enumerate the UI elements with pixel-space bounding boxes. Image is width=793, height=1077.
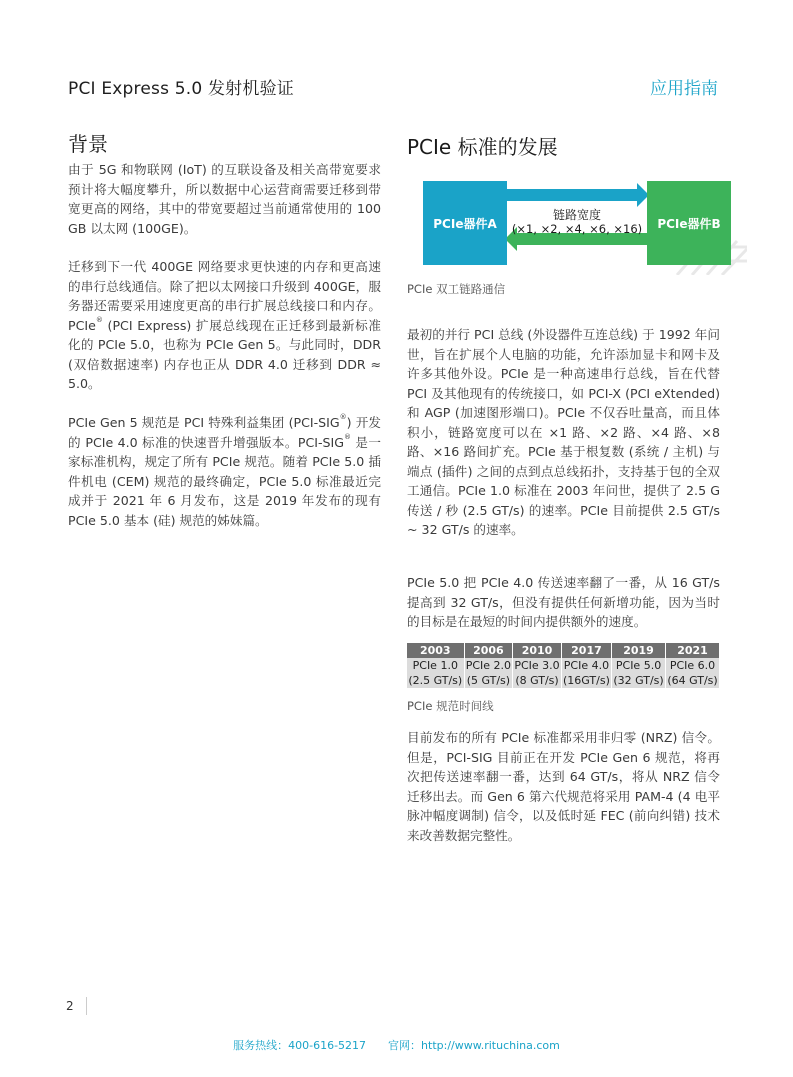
timeline-caption: PCIe 规范时间线 (407, 699, 494, 713)
background-paragraph-2-part-2: (PCI Express) 扩展总线现在正迁移到最新标准化的 PCIe 5.0，也称为 PCIe Gen 5。与此同时，DDR (双倍数据速率) 内存也正从 DDR 4.0 迁移到 DDR ≈ 5.0。 (68, 317, 381, 391)
page-number-divider (86, 997, 87, 1015)
timeline-year: 2010 (513, 643, 562, 658)
timeline-year: 2003 (407, 643, 464, 658)
timeline-version-row (407, 658, 720, 673)
registered-mark: ® (339, 413, 347, 421)
evolution-paragraph-2: PCIe 5.0 把 PCIe 4.0 传送速率翻了一番，从 16 GT/s 提高到 32 GT/s，但没有提供任何新增功能，因为当时的目标是在最短的时间内提供额外的速度。 (407, 575, 720, 629)
footer-contact (0, 1037, 793, 1053)
timeline-year: 2019 (612, 643, 666, 658)
link-width-label: 链路宽度 (552, 208, 601, 222)
device-b-box: PCIe器件B (647, 181, 731, 265)
timeline-rate-row (407, 673, 720, 688)
page-number: 2 (66, 999, 74, 1013)
background-paragraph-2-part-1: 迁移到下一代 400GE 网络要求更快速的内存和更高速的串行总线通信。除了把以太网接口升级到 400GE，服务器还需要采用速度更高的串行扩展总线接口和内存。PCIe (68, 259, 381, 333)
timeline-version: PCIe 5.0 (612, 658, 666, 673)
arrow-right-icon (507, 183, 649, 207)
link-width-values: (×1, ×2, ×4, ×6, ×16) (511, 222, 643, 236)
evolution-paragraph-3: 目前发布的所有 PCIe 标准都采用非归零 (NRZ) 信令。但是，PCI-SIG 目前正在开发 PCIe Gen 6 规范，将再次把传送速率翻一番，达到 64 GT/s，将从 NRZ 信令迁移出去。而 Gen 6 第六代规范将采用 PAM-4 (4 电平脉冲幅度调制) 信令，以及低时延 FEC (前向纠错) 技术来改善数据完整性。 (407, 730, 720, 843)
timeline-year: 2017 (561, 643, 611, 658)
timeline-version: PCIe 4.0 (561, 658, 611, 673)
timeline-rate: (2.5 GT/s) (408, 674, 463, 687)
evolution-paragraph-1: 最初的并行 PCI 总线 (外设器件互连总线) 于 1992 年问世，旨在扩展个人电脑的功能，允许添加显卡和网卡及许多其他外设。PCIe 是一种高速串行总线，旨在代替 PCI 及其他现有的传统接口，如 PCI-X (PCI eXtended) 和 AGP (加速图形端口)。PCIe 不仅吞吐量高，而且体积小，链路宽度可以在 ×1 路、×2 路、×4 路、×8 路、×16 路间扩充。PCIe 基于根复数 (系统 / 主机) 与端点 (插件) 之间的点到点总线拓扑，支持基于包的全双工通信。PCIe 1.0 标准在 2003 年问世，提供了 2.5 G 传送 / 秒 (2.5 GT/s) 的速率。PCIe 目前提供 2.5 GT/s ~ 32 GT/s 的速率。 (407, 327, 720, 537)
evolution-heading: PCIe 标准的发展 (407, 135, 558, 159)
background-paragraph-1: 由于 5G 和物联网 (IoT) 的互联设备及相关高带宽要求预计将大幅度攀升，所以数据中心运营商需要迁移到带宽更高的网络，其中的带宽要超过当前通常使用的 100 GB 以太网 (100GE)。 (68, 162, 381, 236)
background-paragraph-2 (68, 257, 381, 394)
background-paragraph-3 (68, 413, 381, 530)
duplex-link-diagram (407, 171, 747, 275)
footer-hotline: 服务热线：400-616-5217 (233, 1039, 367, 1052)
background-paragraph-3-part-2: ) 开发的 PCIe 4.0 标准的快速晋升增强版本。PCI-SIG (68, 415, 382, 450)
timeline-year: 2006 (464, 643, 513, 658)
timeline-version: PCIe 1.0 (407, 658, 464, 673)
pcie-timeline-table (407, 643, 720, 688)
timeline-rate: (8 GT/s) (513, 673, 562, 688)
header-tag: 应用指南 (650, 79, 718, 99)
timeline-rate: (32 GT/s) (613, 674, 664, 687)
registered-mark: ® (95, 315, 103, 324)
registered-mark: ® (344, 432, 351, 441)
background-paragraph-3-part-1: PCIe Gen 5 规范是 PCI 特殊利益集团 (PCI-SIG (68, 415, 340, 430)
timeline-rate: (5 GT/s) (464, 673, 513, 688)
header-title: PCI Express 5.0 发射机验证 (68, 79, 294, 99)
timeline-year-row (407, 643, 720, 658)
timeline-rate: (16GT/s) (563, 674, 610, 687)
diagram-caption: PCIe 双工链路通信 (407, 282, 506, 296)
background-heading: 背景 (68, 132, 108, 156)
timeline-version: PCIe 6.0 (666, 658, 720, 673)
footer-website[interactable]: 官网：http://www.rituchina.com (388, 1039, 560, 1052)
device-a-box: PCIe器件A (423, 181, 507, 265)
timeline-rate: (64 GT/s) (667, 674, 718, 687)
timeline-year: 2021 (666, 643, 720, 658)
background-paragraph-3-part-3: 是一家标准机构，规定了所有 PCIe 规范。随着 PCIe 5.0 插件机电 (CEM) 规范的最终确定，PCIe 5.0 标准最近完成并于 2021 年 6 月发布，这是 2019 年发布的现有 PCIe 5.0 基本 (硅) 规范的姊妹篇。 (68, 434, 381, 528)
timeline-version: PCIe 2.0 (465, 659, 512, 672)
timeline-version: PCIe 3.0 (514, 659, 560, 672)
